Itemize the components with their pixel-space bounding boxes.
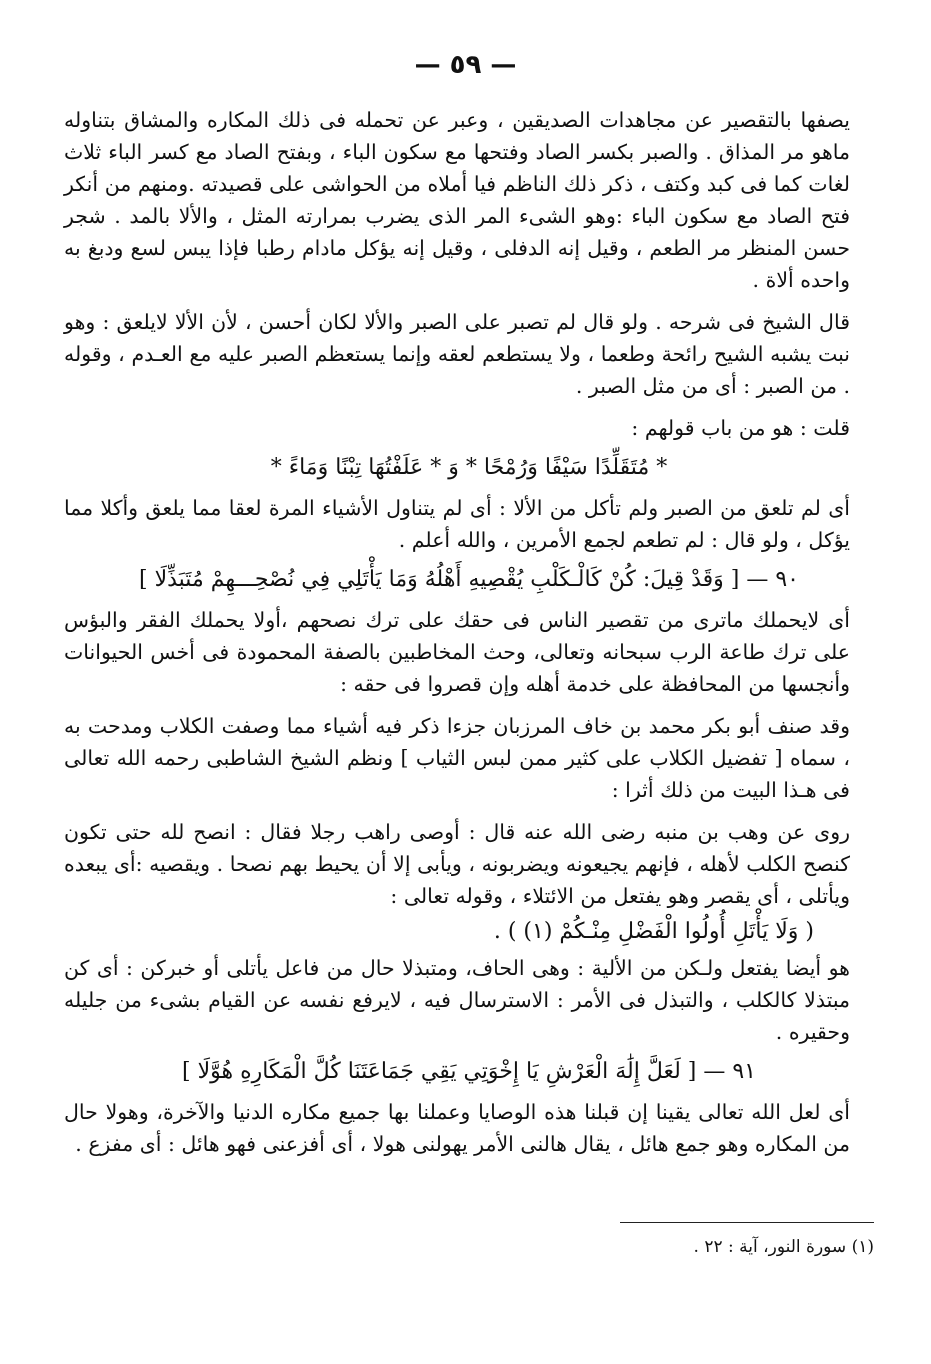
paragraph: أى لعل الله تعالى يقينا إن قبلنا هذه الوصايا وعملنا بها جميع مكاره الدنيا والآخرة، وهولا حال من المكاره وهو جمع هائل ، يقال هالنى الأمر يهولنى هولا ، أى أفزعنى فهو هائل : أى مفزع .: [64, 1100, 850, 1156]
verse-quote: * مُتَقَلِّدًا سَيْفًا وَرُمْحًا * وَ * عَلَفْتُهَا تِبْنًا وَمَاءً *: [270, 455, 668, 480]
paragraph: روى عن وهب بن منبه رضى الله عنه قال : أوصى راهب رجلا فقال : انصح لله حتى تكون كنصح الكلب لأهله ، فإنهم يجيعونه ويضربونه ، ويأبى إلا أن يحيط بهم نصحا . ويقصيه :أى يبعده ويأتلى ، أى يقصر وهو يفتعل من الائتلاء ، وقوله تعالى :: [64, 820, 850, 908]
paragraph: يصفها بالتقصير عن مجاهدات الصديقين ، وعبر عن تحمله فى ذلك المكاره والمشاق بتناوله ماهو مر المذاق . والصبر بكسر الصاد وفتحها مع سكون الباء ، وبفتح الصاد مع كسر الباء ثلاث لغات كما فى كبد وكتف ، ذكر ذلك الناظم فيا أملاه من الحواشى على قصيدته .ومنهم من أنكر فتح الصاد مع سكون الباء :وهو الشىء المر الذى يضرب بمرارته المثل ، والألا بالمد . شجر حسن المنظر مر الطعم ، وقيل إنه الدفلى ، وقيل إنه يؤكل مادام رطبا فإذا يبس لسع ودبغ به واحده ألاة .: [64, 108, 850, 292]
document-body: [64, 104, 874, 1160]
paragraph: وقد صنف أبو بكر محمد بن خاف المرزبان جزءا ذكر فيه أشياء مما وصفت الكلاب ومدحت به ، سماه [ تفضيل الكلاب على كثير ممن لبس الثياب ] ونظم الشيخ الشاطبى رحمه الله تعالى فى هـذا البيت من ذلك أثرا :: [64, 714, 850, 802]
poem-verse-90: ٩٠ — [ وَقَدْ قِيلَ: كُنْ كَالْـكَلْبِ يُقْصِيهِ أَهْلُهُ وَمَا يَأْتَلِي فِي نُصْحِـــهِمْ مُتَبَذِّلَا ]: [139, 567, 799, 592]
footnote-divider: [620, 1222, 874, 1223]
paragraph: قال الشيخ فى شرحه . ولو قال لم تصبر على الصبر والألا لكان أحسن ، لأن الألا لايلعق : وهو نبت يشبه الشيح رائحة وطعما ، ولا يستطعم لعقه وإنما يستعظم الصبر عليه مع العـدم ، وقوله . من الصبر : أى من مثل الصبر .: [64, 310, 850, 398]
paragraph: هو أيضا يفتعل ولـكن من الألية : وهى الحاف، ومتبذلا حال من فاعل يأتلى أو خبركن : أى كن مبتذلا كالكلب ، والتبذل فى الأمر : الاسترسال فيه ، لايرفع نفسه عن القيام بشىء من جليله وحقيره .: [64, 956, 850, 1044]
paragraph: أى لم تلعق من الصبر ولم تأكل من الألا : أى لم يتناول الأشياء المرة لعقا مما يلعق وأكلا مما يؤكل ، ولو قال : لم تطعم لجمع الأمرين ، والله أعلم .: [64, 496, 850, 552]
poem-verse-91: ٩١ — [ لَعَلَّ إِلَٰهَ الْعَرْشِ يَا إِخْوَتِي يَقِي جَمَاعَتَنَا كُلَّ الْمَكَارِهِ هُوَّلَا ]: [182, 1059, 756, 1084]
quran-quote: ( وَلَا يَأْتَلِ أُولُوا الْفَضْلِ مِنْـكُمْ (١) ) .: [493, 919, 814, 944]
page-number: — ٥٩ —: [414, 50, 517, 80]
paragraph: أى لايحملك ماترى من تقصير الناس فى حقك على ترك نصحهم ،أولا يحملك الفقر والبؤس على ترك طاعة الرب سبحانه وتعالى، وحث المخاطبين بالصفة المحمودة فى أخس الحيوانات وأنجسها من المحافظة على خدمة أهله وإن قصروا فى حقه :: [64, 608, 850, 696]
footnote: (١) سورة النور، آية : ٢٢ .: [693, 1237, 874, 1257]
paragraph: قلت : هو من باب قولهم :: [631, 416, 850, 440]
